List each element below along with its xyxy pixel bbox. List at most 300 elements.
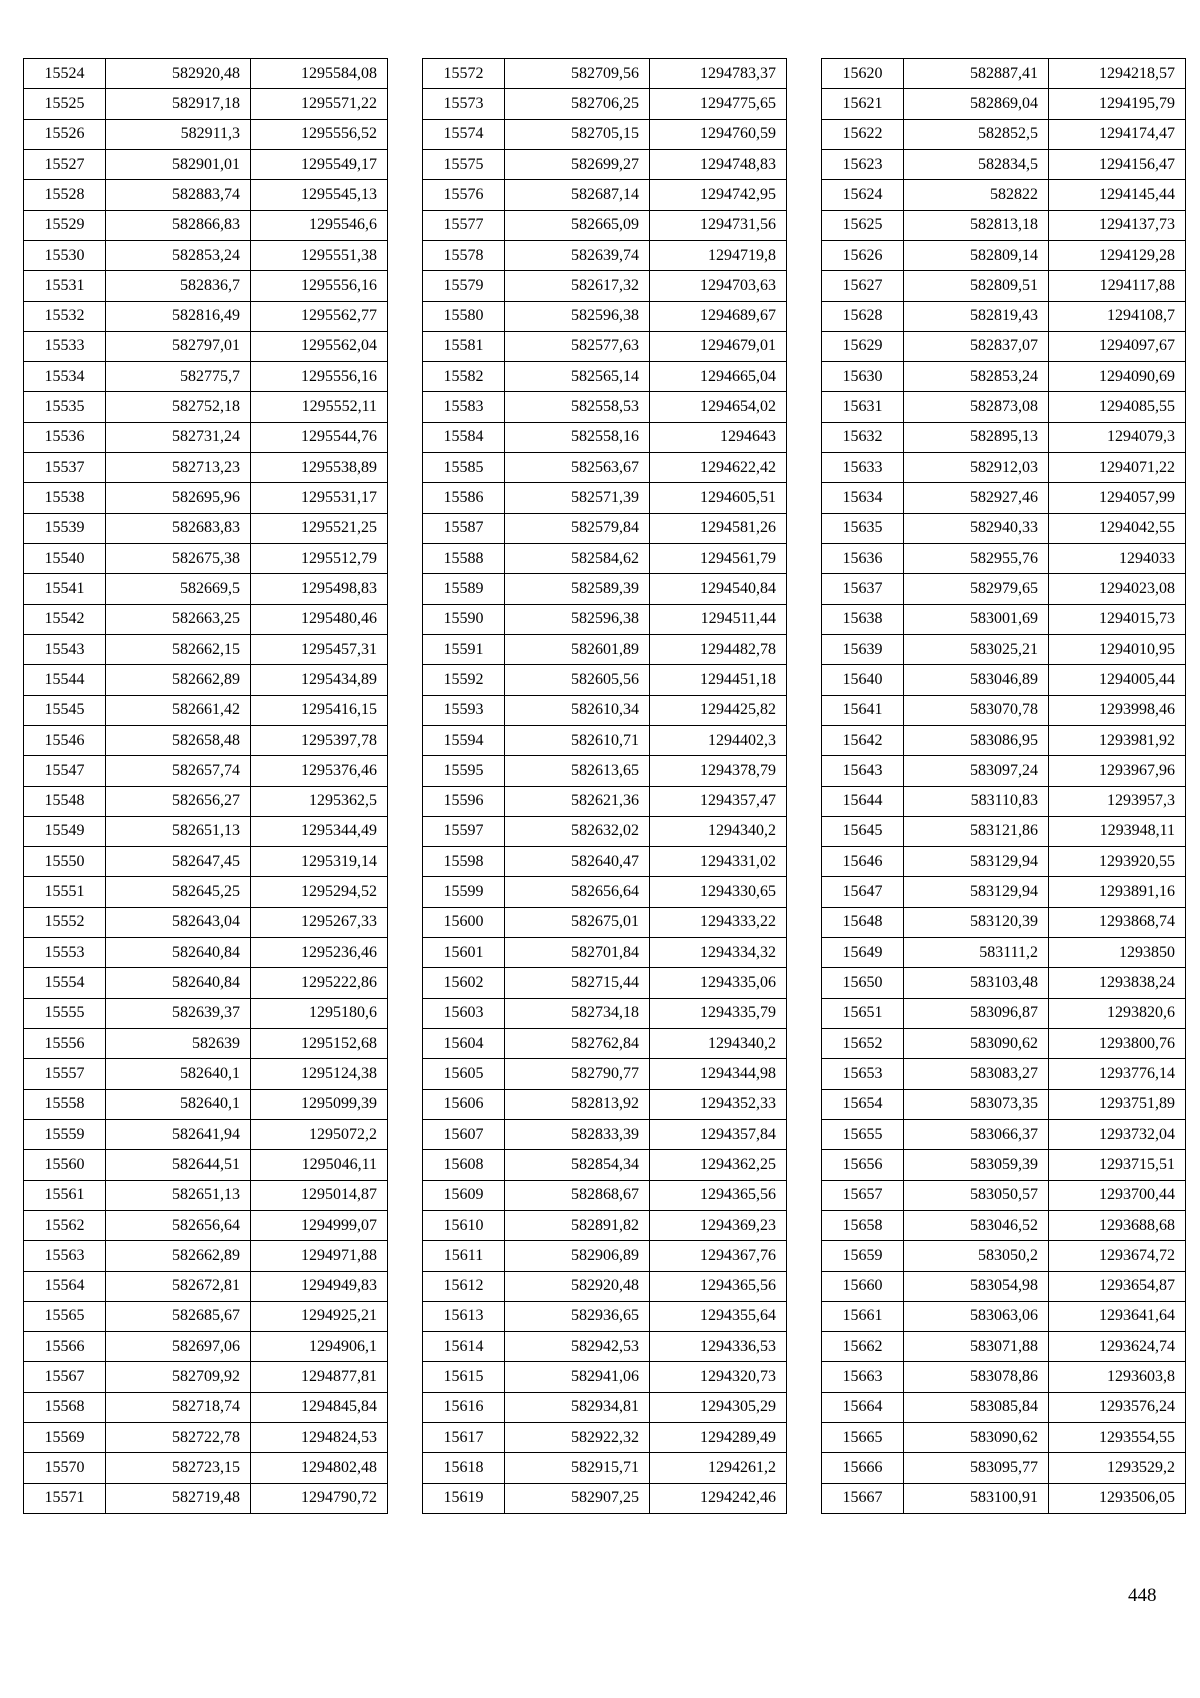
point-number-cell: 15561 (24, 1180, 106, 1210)
table-row (24, 1029, 388, 1059)
table-row (822, 1059, 1186, 1089)
y-coordinate-cell: 1294971,88 (251, 1241, 388, 1271)
y-coordinate-cell: 1295397,78 (251, 725, 388, 755)
x-coordinate-cell: 582869,04 (904, 89, 1049, 119)
point-number-cell: 15568 (24, 1392, 106, 1422)
point-number-cell: 15566 (24, 1332, 106, 1362)
x-coordinate-cell: 583054,98 (904, 1271, 1049, 1301)
y-coordinate-cell: 1294174,47 (1049, 119, 1186, 149)
y-coordinate-cell: 1294010,95 (1049, 634, 1186, 664)
y-coordinate-cell: 1294511,44 (650, 604, 787, 634)
table-row (24, 877, 388, 907)
y-coordinate-cell: 1294015,73 (1049, 604, 1186, 634)
point-number-cell: 15636 (822, 544, 904, 574)
point-number-cell: 15627 (822, 271, 904, 301)
y-coordinate-cell: 1294289,49 (650, 1423, 787, 1453)
x-coordinate-cell: 583078,86 (904, 1362, 1049, 1392)
table-row (822, 89, 1186, 119)
point-number-cell: 15602 (423, 968, 505, 998)
table-row (822, 1180, 1186, 1210)
table-row (24, 453, 388, 483)
x-coordinate-cell: 582699,27 (505, 149, 650, 179)
point-number-cell: 15612 (423, 1271, 505, 1301)
x-coordinate-cell: 582906,89 (505, 1241, 650, 1271)
table-row (24, 483, 388, 513)
y-coordinate-cell: 1294719,8 (650, 240, 787, 270)
y-coordinate-cell: 1294679,01 (650, 331, 787, 361)
point-number-cell: 15538 (24, 483, 106, 513)
table-row (423, 816, 787, 846)
table-row (423, 1332, 787, 1362)
y-coordinate-cell: 1294071,22 (1049, 453, 1186, 483)
x-coordinate-cell: 582662,15 (106, 634, 251, 664)
table-row (24, 1241, 388, 1271)
x-coordinate-cell: 582813,92 (505, 1089, 650, 1119)
table-row (423, 725, 787, 755)
table-row (822, 453, 1186, 483)
table-row (423, 301, 787, 331)
table-row (24, 847, 388, 877)
table-row (423, 180, 787, 210)
y-coordinate-cell: 1293891,16 (1049, 877, 1186, 907)
y-coordinate-cell: 1294156,47 (1049, 149, 1186, 179)
y-coordinate-cell: 1295538,89 (251, 453, 388, 483)
y-coordinate-cell: 1294137,73 (1049, 210, 1186, 240)
point-number-cell: 15662 (822, 1332, 904, 1362)
point-number-cell: 15560 (24, 1150, 106, 1180)
x-coordinate-cell: 582936,65 (505, 1301, 650, 1331)
point-number-cell: 15663 (822, 1362, 904, 1392)
table-row (423, 1089, 787, 1119)
table-row (24, 968, 388, 998)
x-coordinate-cell: 582816,49 (106, 301, 251, 331)
y-coordinate-cell: 1295571,22 (251, 89, 388, 119)
x-coordinate-cell: 582577,63 (505, 331, 650, 361)
x-coordinate-cell: 582640,84 (106, 968, 251, 998)
y-coordinate-cell: 1294033 (1049, 544, 1186, 574)
point-number-cell: 15535 (24, 392, 106, 422)
point-number-cell: 15617 (423, 1423, 505, 1453)
x-coordinate-cell: 583050,57 (904, 1180, 1049, 1210)
point-number-cell: 15590 (423, 604, 505, 634)
x-coordinate-cell: 583103,48 (904, 968, 1049, 998)
x-coordinate-cell: 582853,24 (904, 362, 1049, 392)
x-coordinate-cell: 583050,2 (904, 1241, 1049, 1271)
y-coordinate-cell: 1293688,68 (1049, 1210, 1186, 1240)
table-row (423, 331, 787, 361)
point-number-cell: 15648 (822, 907, 904, 937)
point-number-cell: 15529 (24, 210, 106, 240)
y-coordinate-cell: 1294261,2 (650, 1453, 787, 1483)
table-row (24, 301, 388, 331)
y-coordinate-cell: 1295072,2 (251, 1119, 388, 1149)
table-row (822, 1423, 1186, 1453)
point-number-cell: 15540 (24, 544, 106, 574)
x-coordinate-cell: 582558,53 (505, 392, 650, 422)
x-coordinate-cell: 583111,2 (904, 938, 1049, 968)
x-coordinate-cell: 582645,25 (106, 877, 251, 907)
point-number-cell: 15616 (423, 1392, 505, 1422)
y-coordinate-cell: 1294783,37 (650, 59, 787, 89)
table-row (822, 816, 1186, 846)
point-number-cell: 15649 (822, 938, 904, 968)
table-row (423, 907, 787, 937)
x-coordinate-cell: 582640,1 (106, 1089, 251, 1119)
point-number-cell: 15632 (822, 422, 904, 452)
point-number-cell: 15542 (24, 604, 106, 634)
table-row (423, 362, 787, 392)
point-number-cell: 15610 (423, 1210, 505, 1240)
table-row (24, 604, 388, 634)
x-coordinate-cell: 582790,77 (505, 1059, 650, 1089)
y-coordinate-cell: 1294340,2 (650, 1029, 787, 1059)
y-coordinate-cell: 1293776,14 (1049, 1059, 1186, 1089)
point-number-cell: 15614 (423, 1332, 505, 1362)
table-row (24, 665, 388, 695)
point-number-cell: 15620 (822, 59, 904, 89)
x-coordinate-cell: 582658,48 (106, 725, 251, 755)
point-number-cell: 15603 (423, 998, 505, 1028)
point-number-cell: 15537 (24, 453, 106, 483)
y-coordinate-cell: 1294622,42 (650, 453, 787, 483)
y-coordinate-cell: 1294790,72 (251, 1483, 388, 1513)
x-coordinate-cell: 582621,36 (505, 786, 650, 816)
y-coordinate-cell: 1294305,29 (650, 1392, 787, 1422)
x-coordinate-cell: 582955,76 (904, 544, 1049, 574)
point-number-cell: 15644 (822, 786, 904, 816)
table-row (423, 574, 787, 604)
table-row (822, 331, 1186, 361)
x-coordinate-cell: 583090,62 (904, 1423, 1049, 1453)
point-number-cell: 15550 (24, 847, 106, 877)
table-row (24, 513, 388, 543)
point-number-cell: 15611 (423, 1241, 505, 1271)
y-coordinate-cell: 1293641,64 (1049, 1301, 1186, 1331)
table-row (24, 1423, 388, 1453)
x-coordinate-cell: 582565,14 (505, 362, 650, 392)
point-number-cell: 15573 (423, 89, 505, 119)
point-number-cell: 15530 (24, 240, 106, 270)
point-number-cell: 15544 (24, 665, 106, 695)
x-coordinate-cell: 582866,83 (106, 210, 251, 240)
x-coordinate-cell: 582833,39 (505, 1119, 650, 1149)
x-coordinate-cell: 582979,65 (904, 574, 1049, 604)
point-number-cell: 15531 (24, 271, 106, 301)
table-row (423, 1059, 787, 1089)
point-number-cell: 15594 (423, 725, 505, 755)
y-coordinate-cell: 1294425,82 (650, 695, 787, 725)
point-number-cell: 15556 (24, 1029, 106, 1059)
table-row (423, 1150, 787, 1180)
y-coordinate-cell: 1293529,2 (1049, 1453, 1186, 1483)
table-row (423, 1271, 787, 1301)
x-coordinate-cell: 582563,67 (505, 453, 650, 483)
y-coordinate-cell: 1295099,39 (251, 1089, 388, 1119)
x-coordinate-cell: 582617,32 (505, 271, 650, 301)
x-coordinate-cell: 582643,04 (106, 907, 251, 937)
x-coordinate-cell: 583073,35 (904, 1089, 1049, 1119)
y-coordinate-cell: 1293715,51 (1049, 1150, 1186, 1180)
point-number-cell: 15571 (24, 1483, 106, 1513)
table-row (423, 59, 787, 89)
x-coordinate-cell: 582605,56 (505, 665, 650, 695)
y-coordinate-cell: 1294362,25 (650, 1150, 787, 1180)
y-coordinate-cell: 1293700,44 (1049, 1180, 1186, 1210)
y-coordinate-cell: 1294005,44 (1049, 665, 1186, 695)
x-coordinate-cell: 582797,01 (106, 331, 251, 361)
point-number-cell: 15626 (822, 240, 904, 270)
y-coordinate-cell: 1295562,04 (251, 331, 388, 361)
table-row (423, 1392, 787, 1422)
point-number-cell: 15598 (423, 847, 505, 877)
y-coordinate-cell: 1293957,3 (1049, 786, 1186, 816)
point-number-cell: 15630 (822, 362, 904, 392)
table-row (423, 786, 787, 816)
table-row (822, 604, 1186, 634)
point-number-cell: 15572 (423, 59, 505, 89)
table-row (822, 1453, 1186, 1483)
x-coordinate-cell: 582675,01 (505, 907, 650, 937)
point-number-cell: 15642 (822, 725, 904, 755)
x-coordinate-cell: 582719,48 (106, 1483, 251, 1513)
y-coordinate-cell: 1295344,49 (251, 816, 388, 846)
table-row (24, 1332, 388, 1362)
y-coordinate-cell: 1294845,84 (251, 1392, 388, 1422)
table-row (423, 847, 787, 877)
table-row (24, 1483, 388, 1513)
point-number-cell: 15631 (822, 392, 904, 422)
point-number-cell: 15621 (822, 89, 904, 119)
table-row (24, 634, 388, 664)
point-number-cell: 15564 (24, 1271, 106, 1301)
y-coordinate-cell: 1295556,16 (251, 362, 388, 392)
x-coordinate-cell: 582669,5 (106, 574, 251, 604)
y-coordinate-cell: 1294340,2 (650, 816, 787, 846)
x-coordinate-cell: 583085,84 (904, 1392, 1049, 1422)
y-coordinate-cell: 1294079,3 (1049, 422, 1186, 452)
x-coordinate-cell: 582662,89 (106, 665, 251, 695)
y-coordinate-cell: 1295480,46 (251, 604, 388, 634)
table-row (822, 756, 1186, 786)
point-number-cell: 15660 (822, 1271, 904, 1301)
x-coordinate-cell: 582639,74 (505, 240, 650, 270)
y-coordinate-cell: 1294357,47 (650, 786, 787, 816)
x-coordinate-cell: 582822 (904, 180, 1049, 210)
point-number-cell: 15527 (24, 149, 106, 179)
point-number-cell: 15532 (24, 301, 106, 331)
x-coordinate-cell: 582705,15 (505, 119, 650, 149)
table-row (822, 1301, 1186, 1331)
point-number-cell: 15653 (822, 1059, 904, 1089)
x-coordinate-cell: 582641,94 (106, 1119, 251, 1149)
point-number-cell: 15592 (423, 665, 505, 695)
y-coordinate-cell: 1295531,17 (251, 483, 388, 513)
y-coordinate-cell: 1295457,31 (251, 634, 388, 664)
y-coordinate-cell: 1294195,79 (1049, 89, 1186, 119)
table-row (822, 998, 1186, 1028)
point-number-cell: 15595 (423, 756, 505, 786)
point-number-cell: 15543 (24, 634, 106, 664)
table-row (24, 544, 388, 574)
table-row (822, 1029, 1186, 1059)
table-row (822, 634, 1186, 664)
table-row (423, 149, 787, 179)
y-coordinate-cell: 1295556,16 (251, 271, 388, 301)
y-coordinate-cell: 1293732,04 (1049, 1119, 1186, 1149)
y-coordinate-cell: 1294097,67 (1049, 331, 1186, 361)
table-row (423, 1362, 787, 1392)
y-coordinate-cell: 1295556,52 (251, 119, 388, 149)
table-row (822, 968, 1186, 998)
y-coordinate-cell: 1295416,15 (251, 695, 388, 725)
table-row (822, 1362, 1186, 1392)
y-coordinate-cell: 1294023,08 (1049, 574, 1186, 604)
y-coordinate-cell: 1294877,81 (251, 1362, 388, 1392)
point-number-cell: 15635 (822, 513, 904, 543)
x-coordinate-cell: 582722,78 (106, 1423, 251, 1453)
table-row (822, 695, 1186, 725)
point-number-cell: 15585 (423, 453, 505, 483)
y-coordinate-cell: 1293674,72 (1049, 1241, 1186, 1271)
table-row (822, 1119, 1186, 1149)
x-coordinate-cell: 582672,81 (106, 1271, 251, 1301)
point-number-cell: 15587 (423, 513, 505, 543)
table-row (822, 877, 1186, 907)
x-coordinate-cell: 582579,84 (505, 513, 650, 543)
y-coordinate-cell: 1294218,57 (1049, 59, 1186, 89)
point-number-cell: 15545 (24, 695, 106, 725)
x-coordinate-cell: 582584,62 (505, 544, 650, 574)
point-number-cell: 15629 (822, 331, 904, 361)
x-coordinate-cell: 582613,65 (505, 756, 650, 786)
table-row (24, 119, 388, 149)
y-coordinate-cell: 1294731,56 (650, 210, 787, 240)
x-coordinate-cell: 582697,06 (106, 1332, 251, 1362)
table-row (24, 1453, 388, 1483)
y-coordinate-cell: 1295014,87 (251, 1180, 388, 1210)
x-coordinate-cell: 582723,15 (106, 1453, 251, 1483)
x-coordinate-cell: 582775,7 (106, 362, 251, 392)
y-coordinate-cell: 1294665,04 (650, 362, 787, 392)
table-row (822, 240, 1186, 270)
y-coordinate-cell: 1295521,25 (251, 513, 388, 543)
x-coordinate-cell: 582836,7 (106, 271, 251, 301)
x-coordinate-cell: 582713,23 (106, 453, 251, 483)
point-number-cell: 15547 (24, 756, 106, 786)
table-row (423, 1301, 787, 1331)
y-coordinate-cell: 1295544,76 (251, 422, 388, 452)
coordinate-table-2 (422, 58, 787, 1514)
point-number-cell: 15541 (24, 574, 106, 604)
y-coordinate-cell: 1293850 (1049, 938, 1186, 968)
x-coordinate-cell: 582922,32 (505, 1423, 650, 1453)
x-coordinate-cell: 582632,02 (505, 816, 650, 846)
point-number-cell: 15569 (24, 1423, 106, 1453)
y-coordinate-cell: 1294335,06 (650, 968, 787, 998)
table-row (24, 210, 388, 240)
y-coordinate-cell: 1294352,33 (650, 1089, 787, 1119)
y-coordinate-cell: 1295236,46 (251, 938, 388, 968)
x-coordinate-cell: 582934,81 (505, 1392, 650, 1422)
table-row (24, 271, 388, 301)
y-coordinate-cell: 1295180,6 (251, 998, 388, 1028)
table-row (822, 483, 1186, 513)
x-coordinate-cell: 582639 (106, 1029, 251, 1059)
point-number-cell: 15581 (423, 331, 505, 361)
y-coordinate-cell: 1294145,44 (1049, 180, 1186, 210)
point-number-cell: 15578 (423, 240, 505, 270)
coordinate-table-1 (23, 58, 388, 1514)
table-row (24, 1180, 388, 1210)
table-row (822, 574, 1186, 604)
y-coordinate-cell: 1293998,46 (1049, 695, 1186, 725)
y-coordinate-cell: 1295046,11 (251, 1150, 388, 1180)
x-coordinate-cell: 582701,84 (505, 938, 650, 968)
x-coordinate-cell: 582663,25 (106, 604, 251, 634)
point-number-cell: 15637 (822, 574, 904, 604)
y-coordinate-cell: 1295222,86 (251, 968, 388, 998)
table-row (423, 695, 787, 725)
y-coordinate-cell: 1294108,7 (1049, 301, 1186, 331)
table-row (822, 1483, 1186, 1513)
y-coordinate-cell: 1293820,6 (1049, 998, 1186, 1028)
y-coordinate-cell: 1295551,38 (251, 240, 388, 270)
table-row (423, 604, 787, 634)
table-row (423, 392, 787, 422)
y-coordinate-cell: 1295562,77 (251, 301, 388, 331)
point-number-cell: 15588 (423, 544, 505, 574)
point-number-cell: 15622 (822, 119, 904, 149)
point-number-cell: 15565 (24, 1301, 106, 1331)
table-row (423, 422, 787, 452)
table-row (24, 1210, 388, 1240)
x-coordinate-cell: 583059,39 (904, 1150, 1049, 1180)
point-number-cell: 15641 (822, 695, 904, 725)
x-coordinate-cell: 582661,42 (106, 695, 251, 725)
x-coordinate-cell: 582837,07 (904, 331, 1049, 361)
y-coordinate-cell: 1293654,87 (1049, 1271, 1186, 1301)
x-coordinate-cell: 583095,77 (904, 1453, 1049, 1483)
x-coordinate-cell: 582834,5 (904, 149, 1049, 179)
table-row (822, 665, 1186, 695)
table-row (822, 1392, 1186, 1422)
point-number-cell: 15667 (822, 1483, 904, 1513)
x-coordinate-cell: 583090,62 (904, 1029, 1049, 1059)
y-coordinate-cell: 1294748,83 (650, 149, 787, 179)
point-number-cell: 15580 (423, 301, 505, 331)
table-row (822, 1332, 1186, 1362)
x-coordinate-cell: 582853,24 (106, 240, 251, 270)
table-row (423, 1029, 787, 1059)
y-coordinate-cell: 1294402,3 (650, 725, 787, 755)
x-coordinate-cell: 582571,39 (505, 483, 650, 513)
table-row (822, 786, 1186, 816)
y-coordinate-cell: 1295124,38 (251, 1059, 388, 1089)
point-number-cell: 15577 (423, 210, 505, 240)
y-coordinate-cell: 1294117,88 (1049, 271, 1186, 301)
y-coordinate-cell: 1294906,1 (251, 1332, 388, 1362)
point-number-cell: 15597 (423, 816, 505, 846)
point-number-cell: 15551 (24, 877, 106, 907)
table-row (24, 362, 388, 392)
table-row (822, 725, 1186, 755)
x-coordinate-cell: 582675,38 (106, 544, 251, 574)
x-coordinate-cell: 583071,88 (904, 1332, 1049, 1362)
point-number-cell: 15656 (822, 1150, 904, 1180)
x-coordinate-cell: 582917,18 (106, 89, 251, 119)
table-row (423, 998, 787, 1028)
point-number-cell: 15628 (822, 301, 904, 331)
